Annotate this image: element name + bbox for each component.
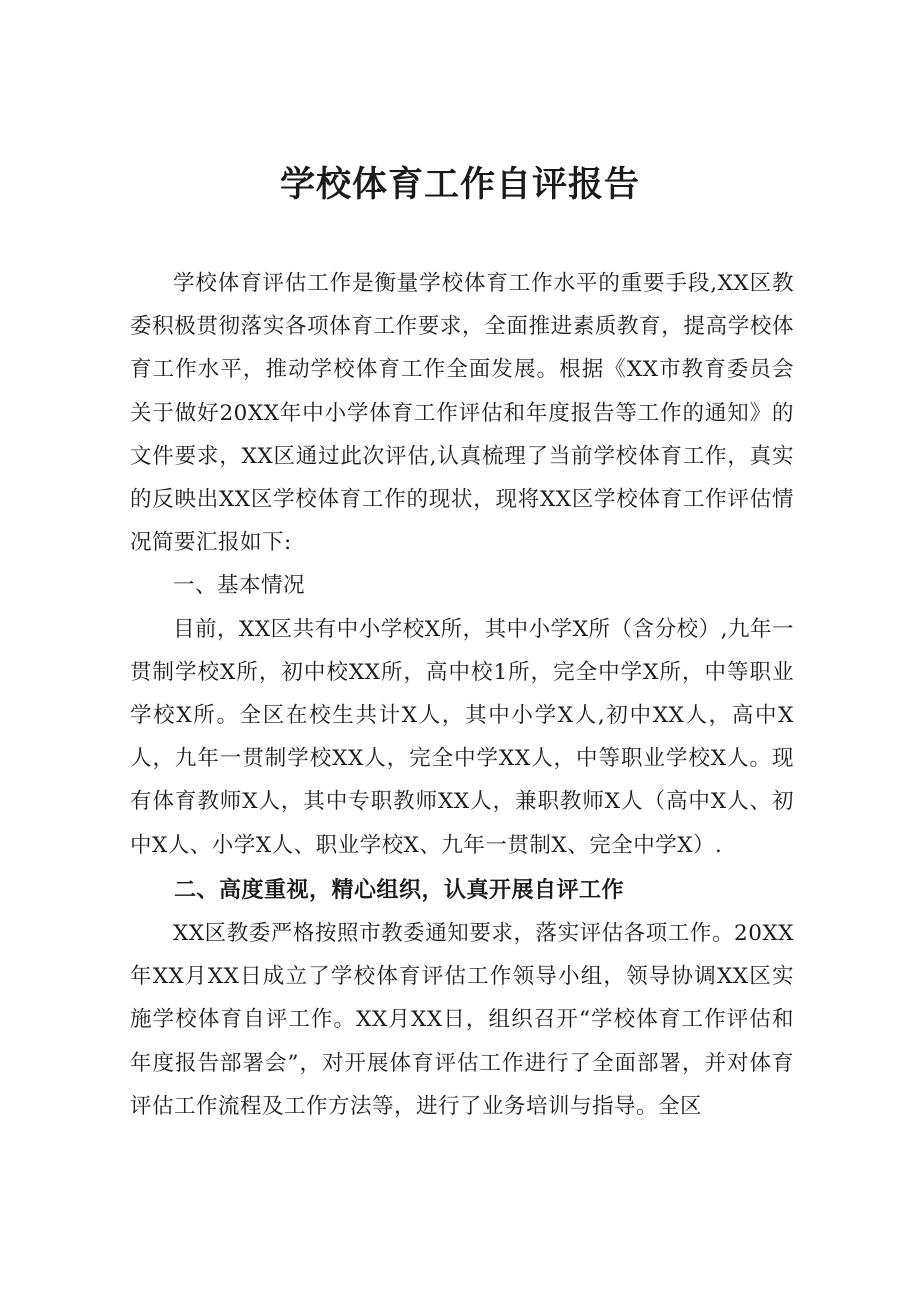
document-title: 学校体育工作自评报告	[279, 165, 640, 205]
section-heading-basic-situation: 一、基本情况	[173, 573, 306, 599]
paragraph-basic-situation: 目前，XX区共有中小学校X所，其中小学X所（含分校）,九年一贯制学校X所，初中校XX所，高中校1所，完全中学X所，中等职业学校X所。全区在校生共计X人，其中小学X人,初中XX人，高中X人，九年一贯制学校XX人，完全中学XX人，中等职业学校X人。现有体育教师X人，其中专职教师XX人，兼职教师X人（高中X人、初中X人、小学X人、职业学校X、九年一贯制X、完全中学X）.	[130, 616, 794, 858]
paragraph-self-evaluation: XX区教委严格按照市教委通知要求，落实评估各项工作。20XX年XX月XX日成立了学校体育评估工作领导小组，领导协调XX区实施学校体育自评工作。XX月XX日，组织召开“学校体育工作评估和年度报告部署会”，对开展体育评估工作进行了全面部署，并对体育评估工作流程及工作方法等，进行了业务培训与指导。全区	[130, 921, 794, 1119]
paragraph-intro: 学校体育评估工作是衡量学校体育工作水平的重要手段,XX区教委积极贯彻落实各项体育工作要求，全面推进素质教育，提高学校体育工作水平，推动学校体育工作全面发展。根据《XX市教育委员会关于做好20XX年中小学体育工作评估和年度报告等工作的通知》的文件要求，XX区通过此次评估,认真梳理了当前学校体育工作，真实的反映出XX区学校体育工作的现状，现将XX区学校体育工作评估情况简要汇报如下:	[130, 271, 794, 556]
document-body	[130, 262, 794, 1128]
section-heading-self-evaluation: 二、高度重视，精心组织，认真开展自评工作	[174, 877, 625, 903]
